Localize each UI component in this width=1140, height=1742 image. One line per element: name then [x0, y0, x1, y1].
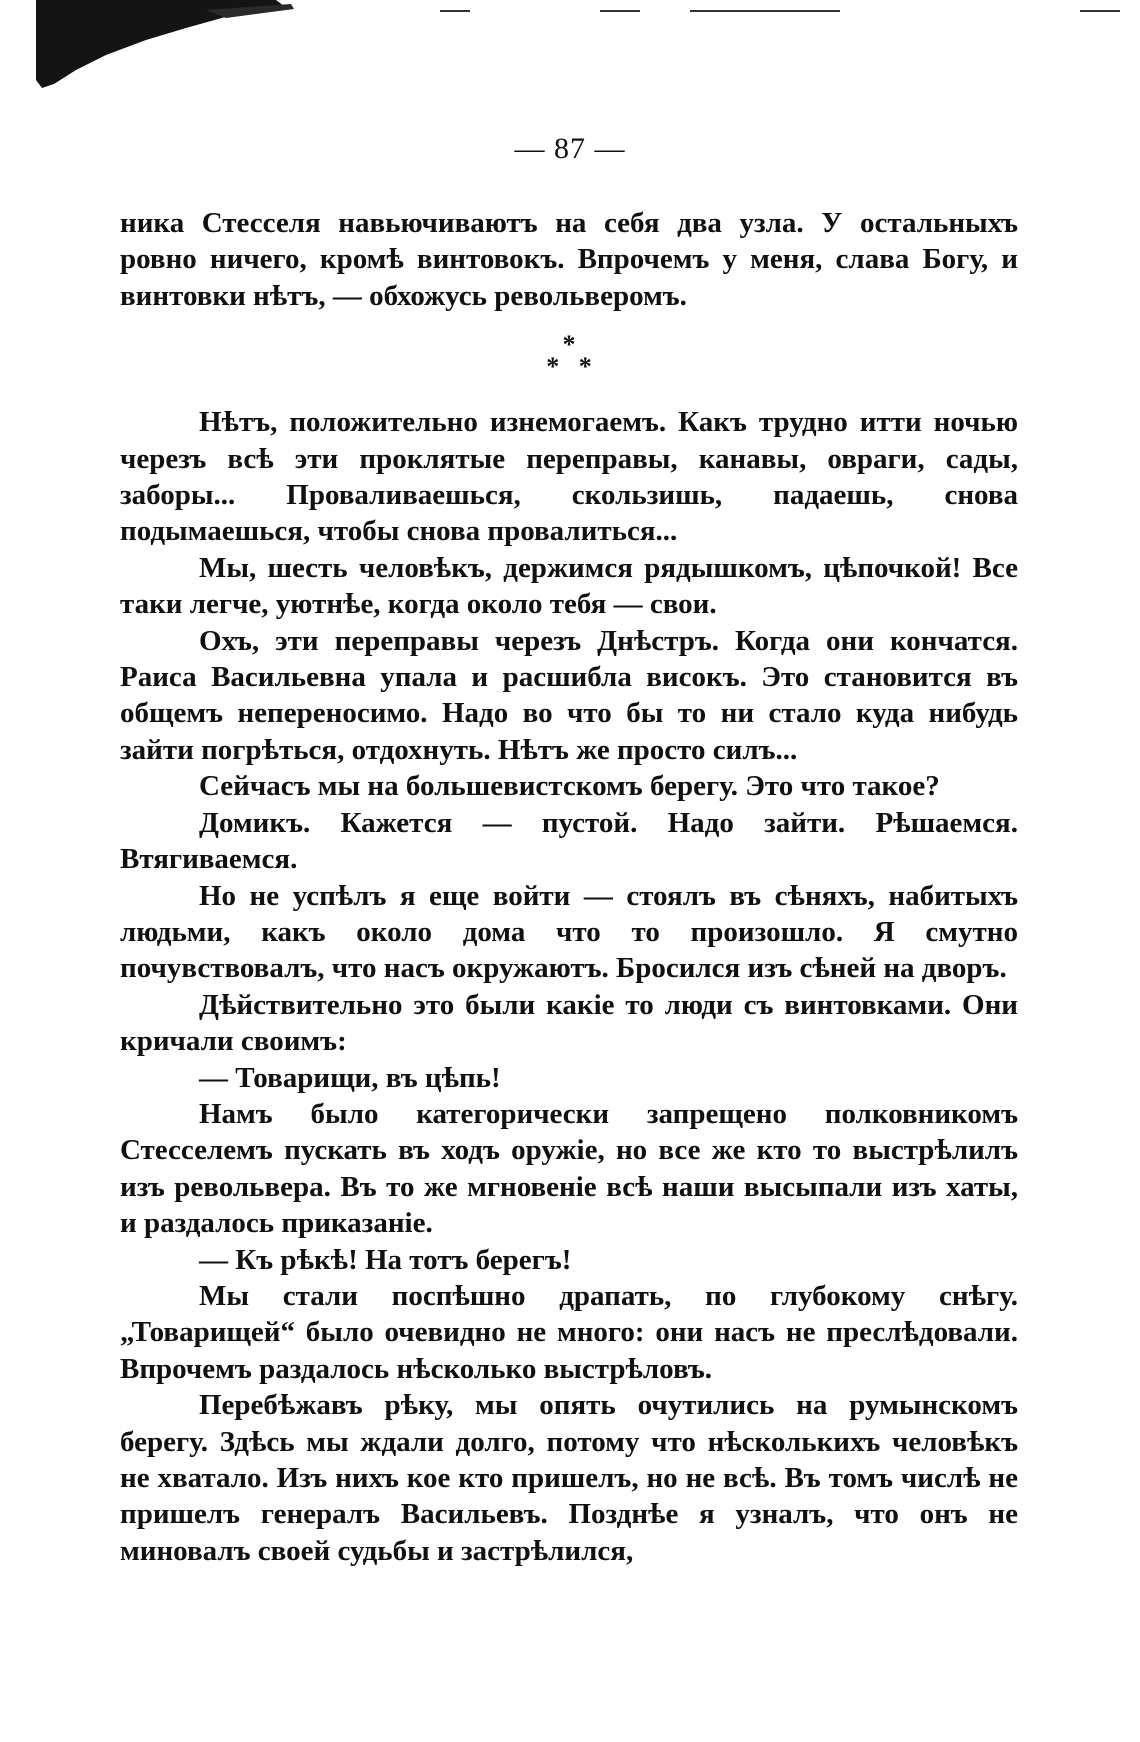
- paragraph: Перебѣжавъ рѣку, мы опять очутились на румынскомъ берегу. Здѣсь мы ждали долго, потому что нѣсколькихъ человѣкъ не хватало. Изъ нихъ кое кто пришелъ, но не всѣ. Въ томъ числѣ не пришелъ генералъ Васильевъ. Позднѣе я узналъ, что онъ не миновалъ своей судьбы и застрѣлился,: [120, 1389, 1018, 1567]
- paragraph: Мы стали поспѣшно драпать, по глубокому снѣгу. „Товарищей“ было очевидно не много: они насъ не преслѣдовали. Впрочемъ раздалось нѣсколько выстрѣловъ.: [120, 1279, 1018, 1385]
- paragraph: Дѣйствительно это были какіе то люди съ винтовками. Они кричали своимъ:: [120, 988, 1018, 1058]
- dialogue-line: — Къ рѣкѣ! На тотъ берегъ!: [199, 1243, 572, 1276]
- paragraph: Намъ было категорически запрещено полковникомъ Стесселемъ пускать въ ходъ оружіе, но все же кто то выстрѣлилъ изъ револьвера. Въ то же мгновеніе всѣ наши высыпали изъ хаты, и раздалось приказаніе.: [120, 1097, 1018, 1240]
- body-text: [120, 205, 1018, 1569]
- paragraph: Домикъ. Кажется — пустой. Надо зайти. Рѣшаемся. Втягиваемся.: [120, 806, 1018, 876]
- paragraph: ника Стесселя навьючиваютъ на себя два узла. У остальныхъ ровно ничего, кромѣ винтовокъ. Впрочемъ у меня, слава Богу, и винтовки нѣтъ, — обхожусь револьверомъ.: [120, 207, 1018, 312]
- section-separator: [120, 314, 1018, 404]
- paragraph: Мы, шесть человѣкъ, держимся рядышкомъ, цѣпочкой! Все таки легче, уютнѣе, когда около тебя — свои.: [120, 551, 1018, 621]
- paragraph: Нѣтъ, положительно изнемогаемъ. Какъ трудно итти ночью черезъ всѣ эти проклятые переправы, канавы, овраги, сады, заборы... Проваливаешься, скользишь, падаешь, снова подымаешься, чтобы снова провалиться...: [120, 406, 1018, 548]
- separator-stars-bottom: * *: [546, 352, 592, 382]
- dialogue-line: — Товарищи, въ цѣпь!: [199, 1061, 501, 1094]
- scan-top-rule: [440, 10, 470, 12]
- paragraph: Сейчасъ мы на большевистскомъ берегу. Это что такое?: [199, 770, 940, 803]
- scan-top-rule: [600, 10, 640, 12]
- paragraph: Но не успѣлъ я еще войти — стоялъ въ сѣняхъ, набитыхъ людьми, какъ около дома что то произошло. Я смутно почувствовалъ, что насъ окружаютъ. Бросился изъ сѣней на дворъ.: [120, 879, 1018, 985]
- scan-top-rule: [690, 10, 840, 12]
- page-number: — 87 —: [514, 132, 626, 165]
- separator-star-top: *: [562, 330, 576, 360]
- paragraph: Охъ, эти переправы черезъ Днѣстръ. Когда они кончатся. Раиса Васильевна упала и расшибла високъ. Это становится въ общемъ непереносимо. Надо во что бы то ни стало куда нибудь зайти погрѣться, отдохнуть. Нѣтъ же просто силъ...: [120, 624, 1018, 766]
- scan-top-rule: [1080, 10, 1120, 12]
- scan-ink-smudge: [36, 0, 296, 90]
